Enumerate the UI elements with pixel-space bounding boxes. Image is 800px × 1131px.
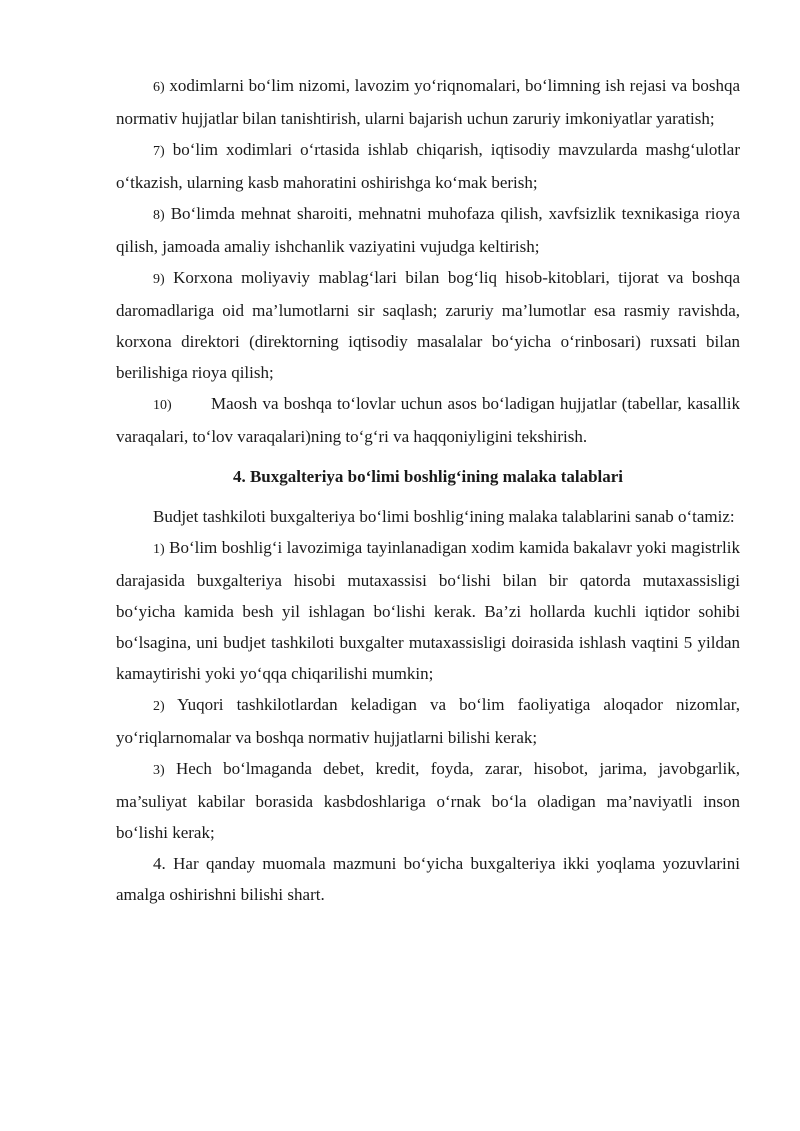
item-number: 8) [153,208,165,223]
item-number: 3) [153,763,165,778]
item-number: 10) [153,398,172,413]
item-number: 4. [153,854,166,873]
requirement-item-1 [116,532,740,689]
list-item-10 [116,388,740,452]
item-text: Yuqori tashkilotlardan keladigan va bo‘lim faoliyatiga aloqador nizomlar, yo‘riqlarnomalar va boshqa normativ hujjatlarni bilishi kerak; [116,695,740,747]
list-item-6 [116,70,740,134]
item-text: Korxona moliyaviy mablag‘lari bilan bog‘liq hisob-kitoblari, tijorat va boshqa daromadlariga oid ma’lumotlarni sir saqlash; zaruriy ma’lumotlar esa rasmiy ravishda, korxona direktori (direktorning iqtisodiy masalalar bo‘yicha o‘rinbosari) ruxsati bilan berilishiga rioya qilish; [116,268,741,382]
item-number: 2) [153,699,165,714]
item-text: Bo‘limda mehnat sharoiti, mehnatni muhofaza qilish, xavfsizlik texnikasiga rioya qilish, jamoada amaliy ishchanlik vaziyatini vujudga keltirish; [116,204,740,256]
item-text: Bo‘lim boshlig‘i lavozimiga tayinlanadigan xodim kamida bakalavr yoki magistrlik darajasida buxgalteriya hisobi mutaxassisi bo‘lishi bilan bir qatorda mutaxassisligi bo‘yicha kamida besh yil ishlagan bo‘lishi kerak. Ba’zi hollarda kuchli iqtidor sohibi bo‘lsagina, uni budjet tashkiloti buxgalter mutaxassisligi doirasida ishlash vaqtini 5 yildan kamaytirishi yoki yo‘qqa chiqarilishi mumkin; [116,538,740,683]
list-item-8 [116,198,740,262]
section-heading: 4. Buxgalteriya bo‘limi boshlig‘ining malaka talablari [232,467,624,486]
item-number: 6) [153,80,165,95]
item-number: 7) [153,144,165,159]
requirement-item-3 [116,753,740,848]
intro-paragraph: Budjet tashkiloti buxgalteriya bo‘limi boshlig‘ining malaka talablarini sanab o‘tamiz: [153,507,735,526]
item-text: xodimlarni bo‘lim nizomi, lavozim yo‘riqnomalari, bo‘limning ish rejasi va boshqa normativ hujjatlar bilan tanishtirish, ularni bajarish uchun zaruriy imkoniyatlar yaratish; [116,76,740,128]
document-body [116,70,740,910]
list-item-7 [116,134,740,198]
requirement-item-2 [116,689,740,753]
item-text: Maosh va boshqa to‘lovlar uchun asos bo‘ladigan hujjatlar (tabellar, kasallik varaqalari, to‘lov varaqalari)ning to‘g‘ri va haqqoniyligini tekshirish. [116,394,740,446]
item-text: Har qanday muomala mazmuni bo‘yicha buxgalteriya ikki yoqlama yozuvlarini amalga oshirishni bilishi shart. [116,854,740,904]
list-item-9 [116,262,740,388]
item-text: Hech bo‘lmaganda debet, kredit, foyda, zarar, hisobot, jarima, javobgarlik, ma’suliyat kabilar borasida kasbdoshlariga o‘rnak bo‘la oladigan ma’naviyatli inson bo‘lishi kerak; [116,759,741,842]
item-number: 9) [153,272,165,287]
item-number: 1) [153,542,165,557]
item-text: bo‘lim xodimlari o‘rtasida ishlab chiqarish, iqtisodiy mavzularda mashg‘ulotlar o‘tkazish, ularning kasb mahoratini oshirishga ko‘mak berish; [116,140,741,192]
requirement-item-4 [116,848,740,910]
